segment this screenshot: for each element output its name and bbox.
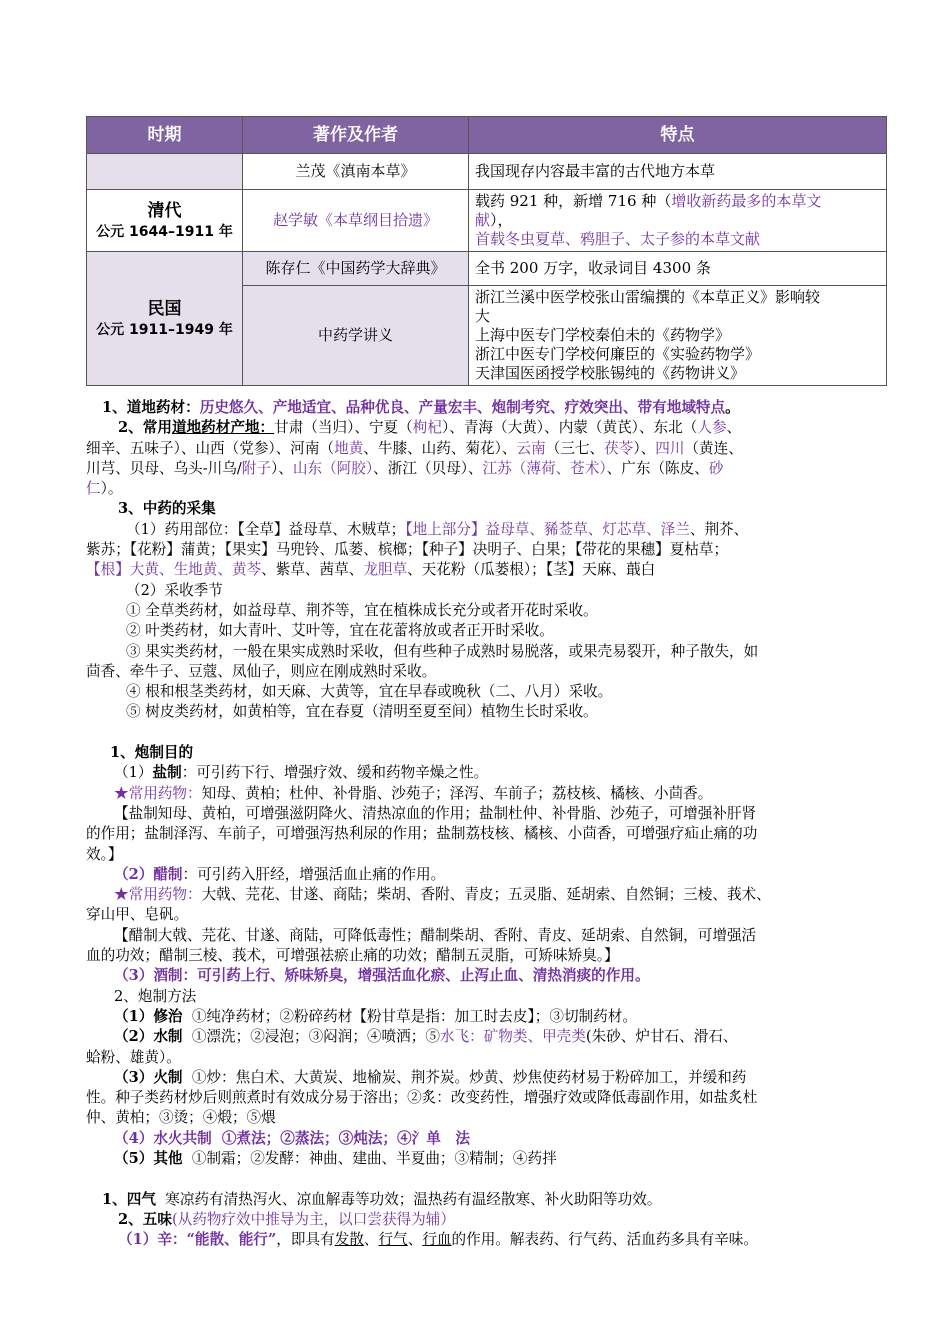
- text-span: 云南: [516, 439, 546, 457]
- text-span: ①煮法；②蒸法；③炖法；④氵单 法: [221, 1129, 470, 1147]
- text-line: 茴香、牵牛子、豆蔻、凤仙子，则应在刚成熟时采收。: [86, 662, 437, 680]
- text-span: 浙江兰溪中医学校张山雷编撰的《本草正义》影响较: [475, 288, 821, 306]
- text-line: [86, 1068, 886, 1088]
- text-line: ① 全草类药材，如益母草、荆芥等，宜在植株成长充分或者开花时采收。: [126, 601, 598, 619]
- text-span: 2、常用: [118, 419, 172, 437]
- text-span: 献: [475, 211, 491, 229]
- text-span: 行血: [422, 1231, 452, 1249]
- text-line: [86, 439, 886, 459]
- text-span: 茯苓: [604, 439, 634, 457]
- text-span: 四川: [655, 439, 685, 457]
- text-span: ，即具有: [276, 1231, 335, 1249]
- text-span: 砂: [708, 459, 724, 477]
- text-span: ★常用药物：: [114, 784, 202, 802]
- text-span: （1）药用部位：【全草】益母草、木贼草；: [126, 520, 406, 538]
- text-span: ）、: [271, 459, 293, 477]
- text-span: 细辛、五味子）、山西（党参）、河南（: [86, 439, 335, 457]
- text-span: 增收新药最多的本草文: [671, 192, 822, 210]
- history-table: [86, 116, 887, 386]
- text-span: （1）: [114, 764, 153, 782]
- text-line: 的作用；盐制泽泻、车前子，可增强泻热利尿的作用；盐制荔枝核、橘核、小茴香，可增强疗疝止痛的功: [86, 825, 758, 843]
- text-line: ③ 果实类药材，一般在果实成熟时采收，但有些种子成熟时易脱落，或果壳易裂开，种子散失，如: [126, 642, 759, 660]
- text-span: 枸杞: [412, 419, 442, 437]
- text-line: [86, 459, 886, 479]
- work-cell: 陈存仁《中国药学大辞典》: [243, 252, 469, 286]
- text-span: 、荆芥、: [689, 520, 749, 538]
- text-line: （2）采收季节: [126, 581, 223, 599]
- text-span: ：可引药入肝经，增强活血止痛的作用。: [182, 865, 446, 883]
- text-span: ）、: [633, 439, 656, 457]
- text-span: 人参: [697, 419, 727, 437]
- text-span: 发散: [334, 1231, 364, 1249]
- text-line: [86, 1027, 886, 1047]
- period-cell: [87, 190, 243, 252]
- period-cell: [87, 154, 243, 190]
- text-span: (朱砂、炉甘石、滑石、: [585, 1028, 738, 1046]
- text-span: 1、道地药材：: [102, 399, 200, 416]
- text-span: 天津国医函授学校胀锡纯的《药物讲义》: [475, 364, 746, 382]
- text-line: [86, 1230, 886, 1250]
- text-line: 仲、黄柏；③烫；④煅；⑤煨: [86, 1109, 276, 1127]
- text-line: [86, 885, 886, 905]
- text-span: ），: [490, 211, 513, 229]
- text-span: 。: [725, 399, 740, 416]
- text-span: 1、四气: [102, 1190, 156, 1208]
- text-span: 山东（阿胶）: [292, 459, 374, 477]
- text-span: 上海中医专门学校秦伯未的《药物学》: [475, 326, 731, 344]
- text-span: （三七、: [545, 439, 605, 457]
- text-span: ①漂洗；②浸泡；③闷润；④喷洒；⑤: [191, 1028, 440, 1046]
- text-line: [86, 418, 886, 438]
- text-span: 盐制: [152, 764, 182, 782]
- text-span: 的作用。解表药、行气药、活血药多具有辛味。: [451, 1231, 758, 1249]
- text-span: ：可引药下行、增强疗效、缓和药物辛燥之性。: [181, 764, 489, 782]
- section-heading: 1、炮制目的: [110, 744, 194, 762]
- text-span: ①纯净药材；②粉碎药材【粉甘草是指：加工时去皮】；③切制药材。: [191, 1007, 637, 1025]
- period-name: 民国: [147, 298, 182, 319]
- text-line: 血的功效；醋制三棱、莪术，可增强祛瘀止痛的功效；醋制五灵脂，可矫味矫臭。】: [86, 947, 619, 965]
- text-line: 【盐制知母、黄柏，可增强滋阴降火、清热凉血的作用；盐制杜仲、补骨脂、沙苑子，可增强补肝肾: [114, 804, 757, 822]
- text-span: （1）修治: [114, 1007, 183, 1025]
- text-span: （2）水制: [114, 1028, 183, 1046]
- table-row: [87, 154, 887, 190]
- text-span: 、: [363, 1231, 379, 1249]
- work-cell: 兰茂《滇南本草》: [243, 154, 469, 190]
- text-span: 浙江中医专门学校何廉臣的《实验药物学》: [475, 345, 761, 363]
- text-span: 川芎、贝母、乌头-川乌/: [86, 459, 242, 477]
- text-span: 地黄: [334, 439, 364, 457]
- table-row: [87, 252, 887, 286]
- text-line: ⑤ 树皮类药材，如黄柏等，宜在春夏（清明至夏至间）植物生长时采收。: [126, 703, 598, 721]
- text-span: ①制霜；②发酵：神曲、建曲、半夏曲；③精制；④药拌: [191, 1149, 557, 1167]
- period-years: 公元 1911–1949 年: [96, 321, 233, 338]
- text-span: 、天花粉（瓜蒌根）；【茎】天麻、蕺白: [407, 561, 656, 579]
- text-span: 龙胆草: [363, 561, 408, 579]
- text-span: （3）火制: [114, 1068, 183, 1086]
- text-span: 、: [726, 419, 742, 437]
- text-span: 寒凉药有清热泻火、凉血解毒等功效；温热药有温经散寒、补火助阳等功效。: [165, 1190, 662, 1208]
- text-span: 水飞：矿物类、甲壳类: [439, 1028, 586, 1046]
- text-line: 蛤粉、雄黄）。: [86, 1048, 181, 1066]
- work-cell: 中药学讲义: [243, 286, 469, 386]
- text-span: 附子: [241, 459, 271, 477]
- period-years: 公元 1644–1911 年: [96, 223, 233, 240]
- section-heading: 2、炮制方法: [114, 987, 197, 1005]
- period-cell: [87, 252, 243, 386]
- table-header-row: [87, 117, 887, 154]
- text-span: 、: [407, 1231, 423, 1249]
- header-work: 著作及作者: [243, 117, 469, 154]
- text-line: ④ 根和根茎类药材，如天麻、大黄等，宜在早春或晚秋（二、八月）采收。: [126, 683, 613, 701]
- feature-cell: 我国现存内容最丰富的古代地方本草: [469, 154, 887, 190]
- text-span: ①炒：焦白术、大黄炭、地榆炭、荆芥炭。炒黄、炒焦使药材易于粉碎加工，并缓和药: [191, 1068, 747, 1086]
- text-line: （3）酒制：可引药上行、矫味矫臭，增强活血化瘀、止泻止血、清热消痰的作用。: [114, 967, 650, 985]
- text-line: [86, 479, 886, 499]
- text-span: ）。: [100, 480, 123, 498]
- feature-cell: [469, 190, 887, 252]
- feature-cell: 全书 200 万字，收录词目 4300 条: [469, 252, 887, 286]
- text-span: 首载冬虫夏草、鸦胆子、太子参的本草文献: [475, 230, 761, 248]
- feature-cell: [469, 286, 887, 386]
- text-span: 大: [475, 307, 491, 325]
- text-span: ★常用药物：: [114, 886, 202, 904]
- notes-body: [86, 398, 886, 1250]
- text-span: 2、五味: [118, 1210, 172, 1228]
- text-span: 载药 921 种，新增 716 种（: [475, 192, 672, 210]
- work-cell: 赵学敏《本草纲目拾遗》: [243, 190, 469, 252]
- text-span: 、紫草、茜草、: [261, 561, 364, 579]
- text-span: 江苏（薄荷、苍术）: [482, 459, 607, 477]
- text-span: 、浙江（贝母）、: [373, 459, 483, 477]
- text-line: [86, 1007, 886, 1027]
- text-span: 道地药材产地：: [171, 419, 275, 437]
- text-line: 效。】: [86, 845, 123, 863]
- table-row: [87, 190, 887, 252]
- text-span: （黄连、: [684, 439, 743, 457]
- text-line: 紫苏；【花粉】蒲黄；【果实】马兜铃、瓜蒌、槟榔；【种子】决明子、白果；【带花的果穗】夏枯草；: [86, 541, 729, 559]
- text-line: [86, 1129, 886, 1149]
- text-span: （1）辛：“能散、能行”: [118, 1231, 277, 1249]
- text-span: 、广东（陈皮、: [606, 459, 709, 477]
- text-span: 行气: [378, 1231, 408, 1249]
- text-span: （2）醋制: [114, 865, 183, 883]
- text-line: 【醋制大戟、芫花、甘遂、商陆，可降低毒性；醋制柴胡、香附、青皮、延胡索、自然铜，可增强活: [114, 926, 757, 944]
- period-name: 清代: [147, 200, 182, 221]
- text-span: （5）其他: [114, 1149, 183, 1167]
- text-span: 历史悠久、产地适宜、品种优良、产量宏丰、炮制考究、疗效突出、带有地域特点: [199, 399, 726, 416]
- section-heading: 3、中药的采集: [118, 500, 216, 518]
- text-span: 【根】大黄、生地黄、黄芩: [86, 561, 262, 579]
- text-line: [86, 763, 886, 783]
- text-span: 知母、黄柏；杜仲、补骨脂、沙苑子；泽泻、车前子；荔枝核、橘核、小茴香。: [201, 784, 713, 802]
- text-line: [86, 1190, 886, 1210]
- text-span: 甘肃（当归）、宁夏（: [274, 419, 413, 437]
- text-span: 仁: [86, 480, 101, 498]
- text-line: [86, 784, 886, 804]
- header-period: 时期: [87, 117, 243, 154]
- text-line: [86, 1210, 886, 1230]
- text-line: ② 叶类药材，如大青叶、艾叶等，宜在花蕾将放或者正开时采收。: [126, 622, 554, 640]
- text-line: [86, 560, 886, 580]
- text-line: [86, 520, 886, 540]
- text-line: [86, 865, 886, 885]
- text-span: ）、青海（大黄）、内蒙（黄芪）、东北（: [441, 419, 698, 437]
- text-span: （4）水火共制: [114, 1129, 212, 1147]
- text-line: 性。种子类药材炒后则煎煮时有效成分易于溶出；②炙：改变药性，增强疗效或降低毒副作用，如盐炙杜: [86, 1089, 758, 1107]
- text-span: 【地上部分】益母草、豨莶草、灯芯草、泽兰: [405, 520, 690, 538]
- text-span: (从药物疗效中推导为主，以口尝获得为辅）: [171, 1210, 455, 1228]
- text-line: [86, 1149, 886, 1169]
- text-line: [86, 398, 886, 418]
- text-span: 大戟、芫花、甘遂、商陆；柴胡、香附、青皮；五灵脂、延胡索、自然铜；三棱、莪术、: [201, 886, 771, 904]
- text-span: 、牛膝、山药、菊花）、: [363, 439, 517, 457]
- header-feature: 特点: [469, 117, 887, 154]
- text-line: 穿山甲、皂矾。: [86, 906, 189, 924]
